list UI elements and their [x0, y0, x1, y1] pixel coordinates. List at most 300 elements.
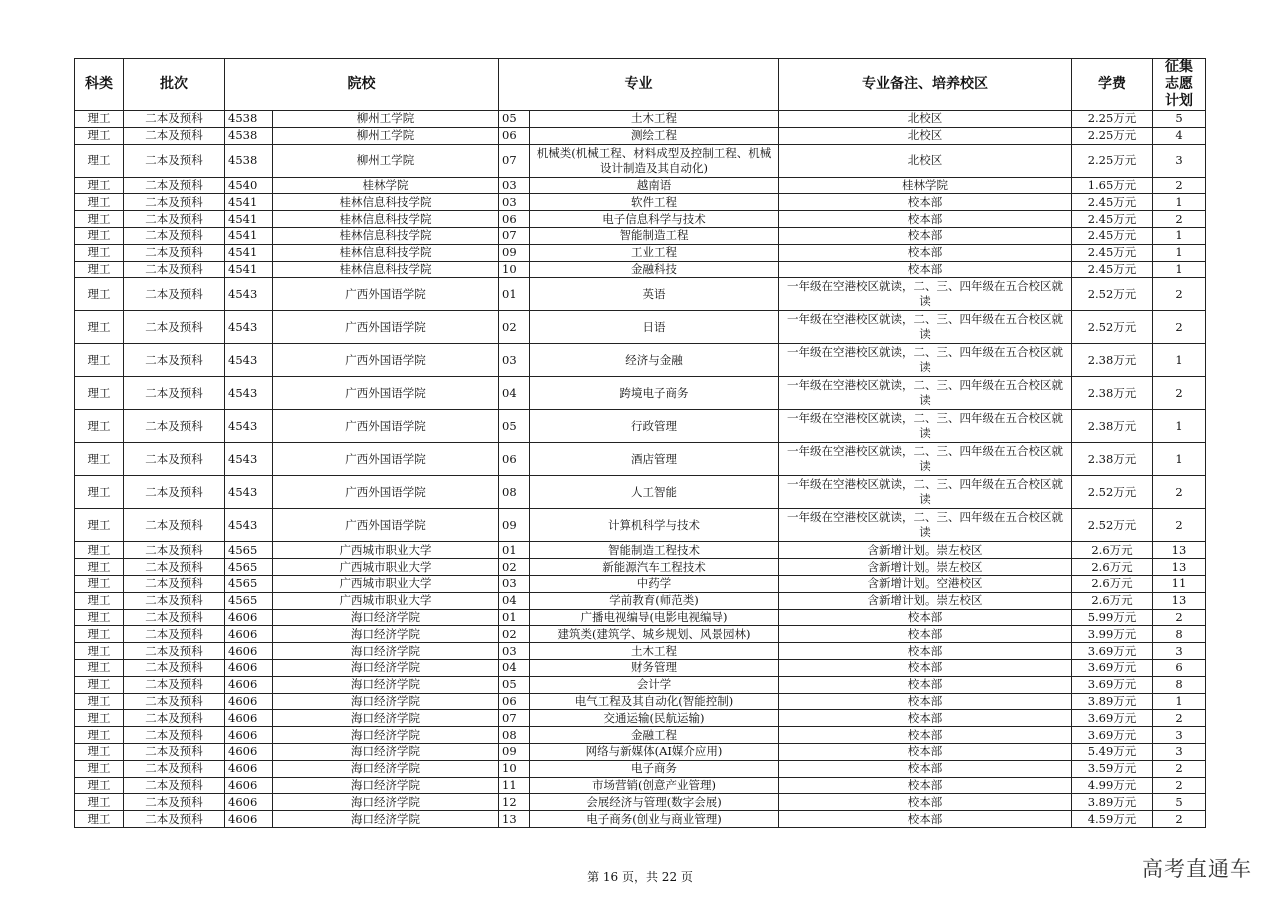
- cell-plan: 4: [1153, 127, 1206, 144]
- cell-batch: 二本及预科: [124, 710, 225, 727]
- cell-category: 理工: [75, 643, 124, 660]
- cell-major-code: 07: [499, 144, 530, 177]
- cell-major-name: 会计学: [530, 676, 779, 693]
- cell-fee: 2.52万元: [1072, 509, 1153, 542]
- cell-category: 理工: [75, 693, 124, 710]
- cell-batch: 二本及预科: [124, 659, 225, 676]
- cell-major-code: 01: [499, 609, 530, 626]
- cell-fee: 2.52万元: [1072, 311, 1153, 344]
- cell-batch: 二本及预科: [124, 177, 225, 194]
- cell-category: 理工: [75, 261, 124, 278]
- cell-school-name: 广西外国语学院: [273, 377, 499, 410]
- cell-major-code: 08: [499, 727, 530, 744]
- header-fee: 学费: [1072, 59, 1153, 111]
- cell-plan: 3: [1153, 643, 1206, 660]
- header-note: 专业备注、培养校区: [779, 59, 1072, 111]
- cell-school-code: 4540: [225, 177, 273, 194]
- cell-plan: 2: [1153, 509, 1206, 542]
- cell-major-name: 人工智能: [530, 476, 779, 509]
- cell-category: 理工: [75, 311, 124, 344]
- cell-category: 理工: [75, 592, 124, 609]
- cell-major-code: 02: [499, 311, 530, 344]
- table-row: [75, 643, 1206, 660]
- cell-plan: 5: [1153, 111, 1206, 128]
- cell-category: 理工: [75, 227, 124, 244]
- cell-school-code: 4538: [225, 111, 273, 128]
- watermark-logo: 高考直通车: [1142, 857, 1252, 881]
- cell-fee: 2.38万元: [1072, 443, 1153, 476]
- table-row: [75, 377, 1206, 410]
- cell-fee: 2.45万元: [1072, 261, 1153, 278]
- cell-category: 理工: [75, 710, 124, 727]
- cell-plan: 3: [1153, 727, 1206, 744]
- cell-school-code: 4606: [225, 727, 273, 744]
- page-footer: 第 16 页，共 22 页: [587, 870, 693, 884]
- cell-note: 一年级在空港校区就读，二、三、四年级在五合校区就读: [779, 344, 1072, 377]
- cell-major-code: 03: [499, 643, 530, 660]
- table-row: [75, 476, 1206, 509]
- cell-major-code: 07: [499, 227, 530, 244]
- cell-school-code: 4543: [225, 344, 273, 377]
- cell-note: 含新增计划。崇左校区: [779, 542, 1072, 559]
- cell-note: 一年级在空港校区就读，二、三、四年级在五合校区就读: [779, 509, 1072, 542]
- cell-batch: 二本及预科: [124, 542, 225, 559]
- cell-major-code: 10: [499, 760, 530, 777]
- cell-major-name: 智能制造工程: [530, 227, 779, 244]
- cell-batch: 二本及预科: [124, 811, 225, 828]
- cell-major-code: 06: [499, 443, 530, 476]
- table-header-row: [75, 59, 1206, 111]
- cell-school-code: 4565: [225, 575, 273, 592]
- cell-category: 理工: [75, 111, 124, 128]
- cell-note: 桂林学院: [779, 177, 1072, 194]
- cell-fee: 2.45万元: [1072, 244, 1153, 261]
- cell-category: 理工: [75, 344, 124, 377]
- cell-fee: 3.69万元: [1072, 659, 1153, 676]
- table-row: [75, 211, 1206, 228]
- cell-plan: 2: [1153, 476, 1206, 509]
- table-row: [75, 542, 1206, 559]
- cell-batch: 二本及预科: [124, 211, 225, 228]
- cell-school-code: 4541: [225, 194, 273, 211]
- cell-plan: 13: [1153, 592, 1206, 609]
- cell-batch: 二本及预科: [124, 344, 225, 377]
- cell-major-name: 机械类(机械工程、材料成型及控制工程、机械设计制造及其自动化): [530, 144, 779, 177]
- cell-school-code: 4543: [225, 278, 273, 311]
- cell-school-name: 广西外国语学院: [273, 443, 499, 476]
- cell-plan: 1: [1153, 244, 1206, 261]
- cell-fee: 4.59万元: [1072, 811, 1153, 828]
- cell-school-code: 4543: [225, 509, 273, 542]
- cell-note: 校本部: [779, 811, 1072, 828]
- cell-note: 校本部: [779, 760, 1072, 777]
- cell-school-code: 4543: [225, 311, 273, 344]
- cell-major-name: 中药学: [530, 575, 779, 592]
- table-row: [75, 693, 1206, 710]
- cell-major-name: 交通运输(民航运输): [530, 710, 779, 727]
- cell-school-name: 海口经济学院: [273, 693, 499, 710]
- cell-plan: 1: [1153, 693, 1206, 710]
- cell-plan: 1: [1153, 261, 1206, 278]
- cell-plan: 2: [1153, 609, 1206, 626]
- cell-plan: 11: [1153, 575, 1206, 592]
- cell-note: 校本部: [779, 727, 1072, 744]
- cell-note: 校本部: [779, 777, 1072, 794]
- cell-note: 北校区: [779, 144, 1072, 177]
- cell-note: 北校区: [779, 127, 1072, 144]
- cell-school-name: 广西外国语学院: [273, 344, 499, 377]
- cell-major-code: 06: [499, 693, 530, 710]
- cell-category: 理工: [75, 575, 124, 592]
- cell-school-name: 海口经济学院: [273, 659, 499, 676]
- cell-major-name: 软件工程: [530, 194, 779, 211]
- cell-category: 理工: [75, 278, 124, 311]
- cell-plan: 1: [1153, 344, 1206, 377]
- cell-major-code: 03: [499, 194, 530, 211]
- cell-fee: 2.25万元: [1072, 144, 1153, 177]
- cell-school-name: 广西外国语学院: [273, 410, 499, 443]
- cell-category: 理工: [75, 211, 124, 228]
- cell-batch: 二本及预科: [124, 127, 225, 144]
- cell-note: 一年级在空港校区就读，二、三、四年级在五合校区就读: [779, 476, 1072, 509]
- cell-batch: 二本及预科: [124, 410, 225, 443]
- cell-major-name: 计算机科学与技术: [530, 509, 779, 542]
- cell-major-name: 电子商务: [530, 760, 779, 777]
- cell-school-name: 海口经济学院: [273, 777, 499, 794]
- header-batch: 批次: [124, 59, 225, 111]
- cell-category: 理工: [75, 443, 124, 476]
- cell-batch: 二本及预科: [124, 311, 225, 344]
- cell-school-name: 海口经济学院: [273, 727, 499, 744]
- cell-batch: 二本及预科: [124, 592, 225, 609]
- cell-batch: 二本及预科: [124, 609, 225, 626]
- table-row: [75, 244, 1206, 261]
- table-row: [75, 443, 1206, 476]
- cell-batch: 二本及预科: [124, 144, 225, 177]
- cell-plan: 1: [1153, 410, 1206, 443]
- cell-batch: 二本及预科: [124, 244, 225, 261]
- cell-batch: 二本及预科: [124, 676, 225, 693]
- cell-major-name: 新能源汽车工程技术: [530, 559, 779, 576]
- cell-note: 校本部: [779, 227, 1072, 244]
- cell-note: 一年级在空港校区就读，二、三、四年级在五合校区就读: [779, 311, 1072, 344]
- cell-batch: 二本及预科: [124, 626, 225, 643]
- table-row: [75, 811, 1206, 828]
- cell-major-name: 测绘工程: [530, 127, 779, 144]
- cell-school-name: 广西城市职业大学: [273, 592, 499, 609]
- cell-fee: 3.69万元: [1072, 710, 1153, 727]
- cell-major-name: 日语: [530, 311, 779, 344]
- cell-plan: 2: [1153, 811, 1206, 828]
- table-row: [75, 743, 1206, 760]
- table-row: [75, 592, 1206, 609]
- cell-school-code: 4606: [225, 760, 273, 777]
- cell-major-name: 土木工程: [530, 643, 779, 660]
- cell-major-code: 02: [499, 559, 530, 576]
- cell-fee: 3.59万元: [1072, 760, 1153, 777]
- table-row: [75, 509, 1206, 542]
- table-row: [75, 311, 1206, 344]
- header-category: 科类: [75, 59, 124, 111]
- cell-note: 一年级在空港校区就读，二、三、四年级在五合校区就读: [779, 410, 1072, 443]
- cell-school-name: 桂林学院: [273, 177, 499, 194]
- cell-major-code: 03: [499, 177, 530, 194]
- cell-batch: 二本及预科: [124, 777, 225, 794]
- cell-school-code: 4606: [225, 609, 273, 626]
- cell-batch: 二本及预科: [124, 278, 225, 311]
- cell-plan: 2: [1153, 760, 1206, 777]
- cell-school-code: 4543: [225, 410, 273, 443]
- cell-fee: 3.89万元: [1072, 693, 1153, 710]
- cell-school-name: 海口经济学院: [273, 626, 499, 643]
- table-row: [75, 344, 1206, 377]
- cell-category: 理工: [75, 811, 124, 828]
- cell-fee: 2.25万元: [1072, 127, 1153, 144]
- cell-major-name: 电子信息科学与技术: [530, 211, 779, 228]
- cell-fee: 2.45万元: [1072, 227, 1153, 244]
- cell-school-name: 海口经济学院: [273, 794, 499, 811]
- cell-major-name: 跨境电子商务: [530, 377, 779, 410]
- cell-school-name: 广西外国语学院: [273, 311, 499, 344]
- cell-school-code: 4606: [225, 794, 273, 811]
- cell-major-code: 01: [499, 278, 530, 311]
- cell-major-name: 经济与金融: [530, 344, 779, 377]
- cell-note: 校本部: [779, 626, 1072, 643]
- cell-major-name: 电子商务(创业与商业管理): [530, 811, 779, 828]
- cell-school-code: 4606: [225, 743, 273, 760]
- cell-category: 理工: [75, 727, 124, 744]
- cell-batch: 二本及预科: [124, 443, 225, 476]
- header-major: 专业: [499, 59, 779, 111]
- table-row: [75, 559, 1206, 576]
- cell-note: 校本部: [779, 261, 1072, 278]
- cell-category: 理工: [75, 777, 124, 794]
- cell-plan: 2: [1153, 710, 1206, 727]
- cell-note: 含新增计划。崇左校区: [779, 559, 1072, 576]
- cell-category: 理工: [75, 177, 124, 194]
- cell-plan: 13: [1153, 542, 1206, 559]
- table-row: [75, 575, 1206, 592]
- cell-school-code: 4541: [225, 227, 273, 244]
- cell-major-name: 土木工程: [530, 111, 779, 128]
- cell-batch: 二本及预科: [124, 476, 225, 509]
- cell-fee: 4.99万元: [1072, 777, 1153, 794]
- cell-school-name: 柳州工学院: [273, 127, 499, 144]
- cell-major-name: 智能制造工程技术: [530, 542, 779, 559]
- cell-school-name: 海口经济学院: [273, 710, 499, 727]
- cell-note: 一年级在空港校区就读，二、三、四年级在五合校区就读: [779, 443, 1072, 476]
- cell-major-code: 03: [499, 575, 530, 592]
- cell-category: 理工: [75, 377, 124, 410]
- header-plan: 征集志愿计划: [1153, 59, 1206, 111]
- cell-school-name: 广西城市职业大学: [273, 542, 499, 559]
- cell-fee: 5.49万元: [1072, 743, 1153, 760]
- table-body: [75, 111, 1206, 828]
- cell-category: 理工: [75, 476, 124, 509]
- cell-category: 理工: [75, 194, 124, 211]
- cell-school-code: 4606: [225, 811, 273, 828]
- cell-note: 校本部: [779, 794, 1072, 811]
- cell-plan: 8: [1153, 676, 1206, 693]
- cell-note: 校本部: [779, 676, 1072, 693]
- cell-batch: 二本及预科: [124, 575, 225, 592]
- table-row: [75, 227, 1206, 244]
- cell-note: 校本部: [779, 743, 1072, 760]
- cell-batch: 二本及预科: [124, 261, 225, 278]
- cell-major-name: 电气工程及其自动化(智能控制): [530, 693, 779, 710]
- cell-school-name: 广西城市职业大学: [273, 559, 499, 576]
- cell-fee: 2.38万元: [1072, 410, 1153, 443]
- cell-note: 校本部: [779, 693, 1072, 710]
- cell-major-code: 08: [499, 476, 530, 509]
- cell-category: 理工: [75, 542, 124, 559]
- cell-school-code: 4543: [225, 476, 273, 509]
- cell-major-code: 06: [499, 211, 530, 228]
- cell-batch: 二本及预科: [124, 643, 225, 660]
- cell-category: 理工: [75, 626, 124, 643]
- cell-note: 一年级在空港校区就读，二、三、四年级在五合校区就读: [779, 278, 1072, 311]
- cell-major-code: 09: [499, 509, 530, 542]
- cell-category: 理工: [75, 609, 124, 626]
- cell-school-code: 4606: [225, 777, 273, 794]
- cell-fee: 2.6万元: [1072, 559, 1153, 576]
- cell-school-code: 4541: [225, 211, 273, 228]
- cell-plan: 2: [1153, 311, 1206, 344]
- cell-school-code: 4606: [225, 626, 273, 643]
- cell-batch: 二本及预科: [124, 111, 225, 128]
- cell-major-code: 04: [499, 592, 530, 609]
- cell-plan: 5: [1153, 794, 1206, 811]
- cell-note: 北校区: [779, 111, 1072, 128]
- cell-major-code: 05: [499, 410, 530, 443]
- cell-major-code: 05: [499, 676, 530, 693]
- table-row: [75, 127, 1206, 144]
- cell-school-code: 4606: [225, 659, 273, 676]
- cell-category: 理工: [75, 144, 124, 177]
- cell-category: 理工: [75, 559, 124, 576]
- cell-school-name: 桂林信息科技学院: [273, 211, 499, 228]
- cell-school-name: 海口经济学院: [273, 811, 499, 828]
- cell-major-code: 04: [499, 659, 530, 676]
- cell-plan: 6: [1153, 659, 1206, 676]
- cell-major-name: 酒店管理: [530, 443, 779, 476]
- cell-school-code: 4606: [225, 676, 273, 693]
- cell-note: 校本部: [779, 659, 1072, 676]
- cell-major-name: 行政管理: [530, 410, 779, 443]
- cell-major-name: 工业工程: [530, 244, 779, 261]
- cell-batch: 二本及预科: [124, 743, 225, 760]
- cell-plan: 8: [1153, 626, 1206, 643]
- cell-school-name: 海口经济学院: [273, 743, 499, 760]
- cell-note: 校本部: [779, 609, 1072, 626]
- cell-fee: 2.6万元: [1072, 575, 1153, 592]
- cell-fee: 2.38万元: [1072, 377, 1153, 410]
- cell-school-name: 柳州工学院: [273, 111, 499, 128]
- cell-batch: 二本及预科: [124, 760, 225, 777]
- cell-category: 理工: [75, 760, 124, 777]
- cell-plan: 2: [1153, 777, 1206, 794]
- cell-major-code: 03: [499, 344, 530, 377]
- table-row: [75, 710, 1206, 727]
- header-school: 院校: [225, 59, 499, 111]
- cell-fee: 3.99万元: [1072, 626, 1153, 643]
- cell-school-code: 4565: [225, 559, 273, 576]
- cell-note: 校本部: [779, 710, 1072, 727]
- cell-school-name: 海口经济学院: [273, 609, 499, 626]
- cell-major-name: 越南语: [530, 177, 779, 194]
- table-row: [75, 111, 1206, 128]
- cell-school-code: 4606: [225, 643, 273, 660]
- cell-batch: 二本及预科: [124, 509, 225, 542]
- cell-school-name: 广西外国语学院: [273, 509, 499, 542]
- cell-note: 校本部: [779, 211, 1072, 228]
- cell-note: 含新增计划。崇左校区: [779, 592, 1072, 609]
- table-row: [75, 261, 1206, 278]
- cell-major-name: 市场营销(创意产业管理): [530, 777, 779, 794]
- cell-fee: 3.89万元: [1072, 794, 1153, 811]
- cell-school-code: 4565: [225, 592, 273, 609]
- cell-note: 一年级在空港校区就读，二、三、四年级在五合校区就读: [779, 377, 1072, 410]
- cell-batch: 二本及预科: [124, 559, 225, 576]
- cell-school-code: 4538: [225, 127, 273, 144]
- cell-school-name: 海口经济学院: [273, 643, 499, 660]
- cell-major-name: 网络与新媒体(AI媒介应用): [530, 743, 779, 760]
- table-row: [75, 177, 1206, 194]
- cell-school-code: 4538: [225, 144, 273, 177]
- cell-major-name: 广播电视编导(电影电视编导): [530, 609, 779, 626]
- cell-note: 校本部: [779, 643, 1072, 660]
- cell-plan: 3: [1153, 144, 1206, 177]
- cell-school-name: 广西外国语学院: [273, 278, 499, 311]
- cell-batch: 二本及预科: [124, 794, 225, 811]
- cell-category: 理工: [75, 244, 124, 261]
- cell-school-code: 4541: [225, 244, 273, 261]
- cell-major-code: 01: [499, 542, 530, 559]
- cell-school-name: 海口经济学院: [273, 676, 499, 693]
- cell-school-name: 广西城市职业大学: [273, 575, 499, 592]
- cell-school-name: 广西外国语学院: [273, 476, 499, 509]
- cell-fee: 1.65万元: [1072, 177, 1153, 194]
- cell-plan: 3: [1153, 743, 1206, 760]
- cell-plan: 1: [1153, 443, 1206, 476]
- cell-major-code: 05: [499, 111, 530, 128]
- cell-fee: 3.69万元: [1072, 643, 1153, 660]
- table-row: [75, 144, 1206, 177]
- cell-plan: 1: [1153, 194, 1206, 211]
- cell-batch: 二本及预科: [124, 693, 225, 710]
- cell-major-code: 04: [499, 377, 530, 410]
- cell-batch: 二本及预科: [124, 727, 225, 744]
- cell-fee: 3.69万元: [1072, 676, 1153, 693]
- cell-major-code: 10: [499, 261, 530, 278]
- cell-school-name: 桂林信息科技学院: [273, 194, 499, 211]
- table-row: [75, 727, 1206, 744]
- cell-plan: 1: [1153, 227, 1206, 244]
- table-row: [75, 626, 1206, 643]
- table-row: [75, 676, 1206, 693]
- cell-major-name: 会展经济与管理(数字会展): [530, 794, 779, 811]
- cell-school-name: 桂林信息科技学院: [273, 261, 499, 278]
- cell-fee: 2.52万元: [1072, 476, 1153, 509]
- cell-major-code: 09: [499, 244, 530, 261]
- cell-major-name: 学前教育(师范类): [530, 592, 779, 609]
- cell-batch: 二本及预科: [124, 194, 225, 211]
- cell-major-name: 金融科技: [530, 261, 779, 278]
- cell-major-name: 建筑类(建筑学、城乡规划、风景园林): [530, 626, 779, 643]
- cell-school-code: 4543: [225, 443, 273, 476]
- cell-category: 理工: [75, 127, 124, 144]
- cell-category: 理工: [75, 794, 124, 811]
